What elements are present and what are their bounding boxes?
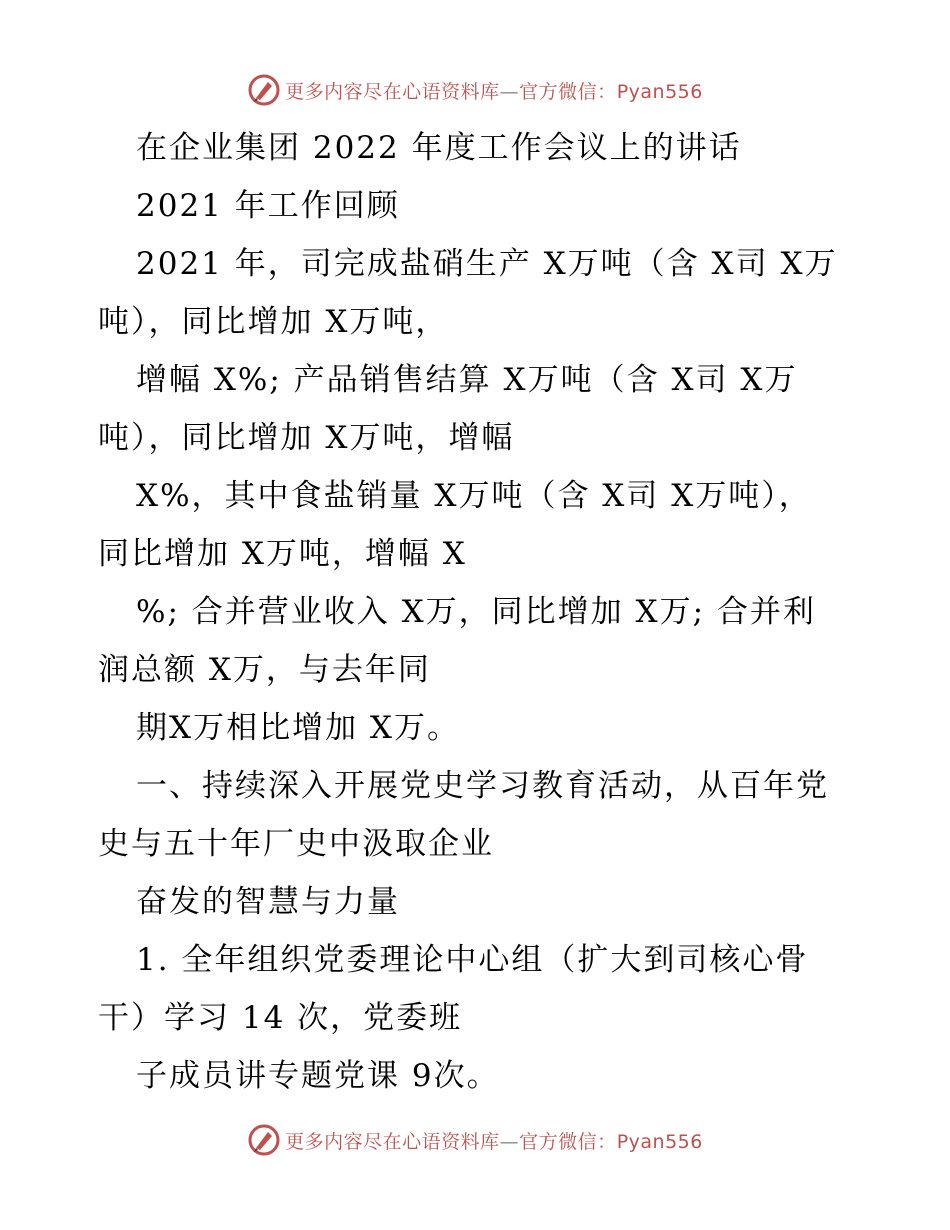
- text-line: 增幅 X%; 产品销售结算 X万吨（含 X司 X万: [136, 362, 798, 398]
- header-banner: [0, 70, 950, 110]
- text-line: 子成员讲专题党课 9次。: [136, 1058, 500, 1094]
- text-line: 在企业集团 2022 年度工作会议上的讲话: [136, 130, 742, 166]
- header-site-text: 更多内容尽在心语资料库: [285, 80, 500, 103]
- text-line: X%，其中食盐销量 X万吨（含 X司 X万吨），: [136, 478, 812, 514]
- text-line: 史与五十年厂史中汲取企业: [98, 826, 494, 862]
- text-line: 期X万相比增加 X万。: [136, 710, 460, 746]
- document-body: [98, 119, 858, 1105]
- pen-logo-icon: [247, 1123, 281, 1157]
- footer-site-text: 更多内容尽在心语资料库: [285, 1130, 500, 1153]
- text-line: 同比增加 X万吨，增幅 X: [98, 536, 467, 572]
- footer-wechat-account: Pyan556: [616, 1130, 703, 1153]
- text-line: 吨），同比增加 X万吨，: [98, 304, 449, 340]
- text-line: 润总额 X万，与去年同: [98, 652, 431, 688]
- text-line: 吨），同比增加 X万吨，增幅: [98, 420, 515, 456]
- text-line: 奋发的智慧与力量: [136, 884, 400, 920]
- header-wechat-label: 官方微信：: [519, 80, 617, 103]
- footer-separator: —: [499, 1130, 520, 1153]
- text-line: 一、持续深入开展党史学习教育活动，从百年党: [136, 768, 829, 804]
- text-line: %; 合并营业收入 X万，同比增加 X万; 合并利: [136, 594, 816, 630]
- text-line: 干）学习 14 次，党委班: [98, 1000, 463, 1036]
- header-separator: —: [499, 80, 520, 103]
- header-wechat-account: Pyan556: [616, 80, 703, 103]
- text-line: 1. 全年组织党委理论中心组（扩大到司核心骨: [136, 942, 809, 978]
- footer-banner: [0, 1120, 950, 1160]
- text-line: 2021 年工作回顾: [136, 188, 400, 224]
- text-line: 2021 年，司完成盐硝生产 X万吨（含 X司 X万: [136, 246, 838, 282]
- pen-logo-icon: [247, 73, 281, 107]
- footer-wechat-label: 官方微信：: [519, 1130, 617, 1153]
